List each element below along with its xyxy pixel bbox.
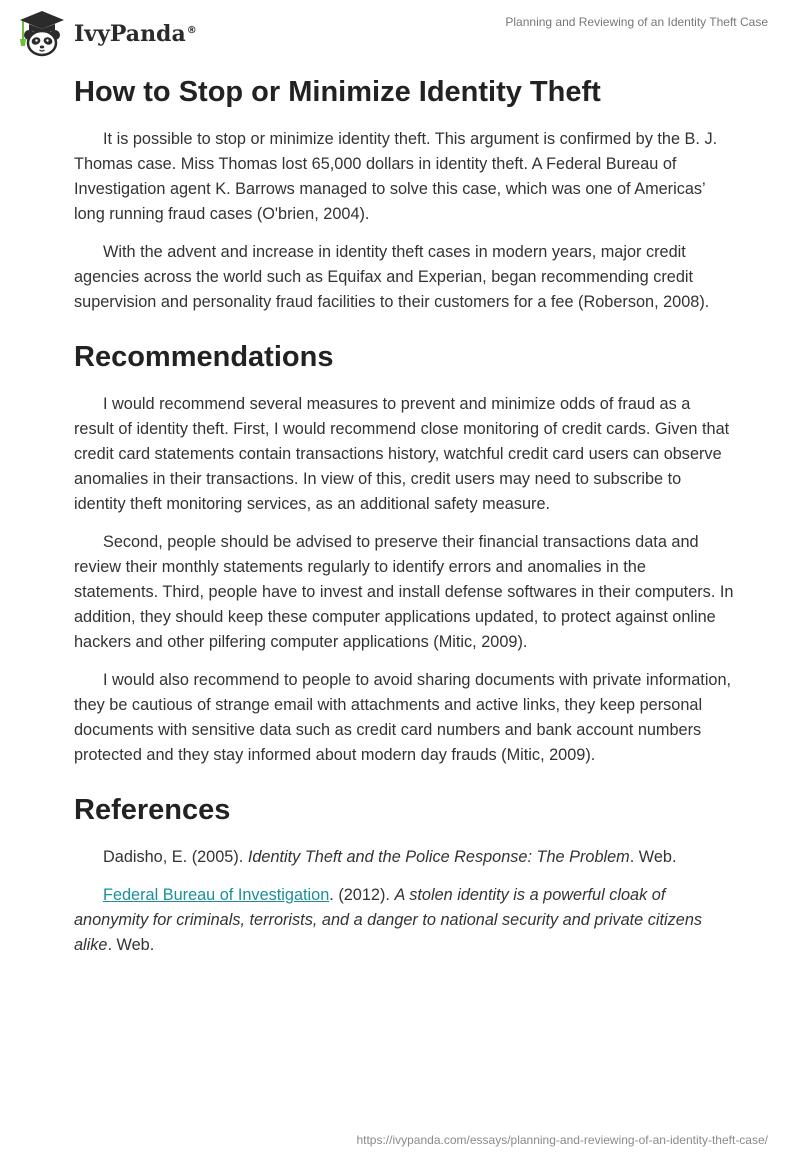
reference-author: Dadisho, E. (2005).	[103, 848, 248, 866]
paragraph: It is possible to stop or minimize identity theft. This argument is confirmed by the B. J. Thomas case. Miss Thomas lost 65,000 dollars in identity theft. A Federal Bureau of Investigation agent K. Barrows managed to solve this case, which was one of Americas’ long running fraud cases (O'brien, 2004).	[74, 130, 718, 223]
paragraph: Second, people should be advised to preserve their financial transactions data and review their monthly statements regularly to identify errors and anomalies in the statements. Third, people have to invest and install defense softwares in their computers. In addition, they should keep these computer applications updated, to protect against online hackers and other pilfering computer applications (Mitic, 2009).	[74, 533, 734, 651]
reference-entry	[74, 845, 734, 870]
paragraph: With the advent and increase in identity theft cases in modern years, major credit agencies across the world such as Equifax and Experian, began recommending credit supervision and personality fraud facilities to their customers for a fee (Roberson, 2008).	[74, 243, 710, 311]
essay-content	[74, 70, 734, 971]
ivypanda-logo[interactable]	[14, 8, 197, 58]
reference-suffix: . Web.	[629, 848, 677, 866]
section-heading: Recommendations	[74, 341, 334, 373]
references-heading: References	[74, 794, 231, 826]
section-heading: How to Stop or Minimize Identity Theft	[74, 76, 601, 108]
reference-link[interactable]: Federal Bureau of Investigation	[103, 886, 330, 904]
reference-suffix: . Web.	[107, 936, 155, 954]
footer-url: https://ivypanda.com/essays/planning-and-reviewing-of-an-identity-theft-case/	[356, 1133, 768, 1147]
running-title: Planning and Reviewing of an Identity Theft Case	[505, 15, 768, 29]
panda-graduate-icon	[14, 8, 70, 58]
reference-title: A stolen identity is a powerful cloak of anonymity for criminals, terrorists, and a danger to national security and private citizens alike	[74, 886, 703, 954]
paragraph: I would recommend several measures to prevent and minimize odds of fraud as a result of identity theft. First, I would recommend close monitoring of credit cards. Given that credit card statements contain transactions history, watchful credit card users can observe anomalies in their transactions. In view of this, credit users may need to subscribe to identity theft monitoring services, as an additional safety measure.	[74, 395, 730, 513]
page-header	[0, 0, 800, 64]
paragraph: I would also recommend to people to avoid sharing documents with private information, they be cautious of strange email with attachments and active links, they keep personal documents with sensitive data such as credit card numbers and bank account numbers protected and they stay informed about modern day frauds (Mitic, 2009).	[74, 671, 732, 764]
reference-year: . (2012).	[329, 886, 395, 904]
logo-text: IvyPanda®	[74, 21, 197, 47]
reference-entry	[74, 883, 734, 958]
reference-title: Identity Theft and the Police Response: The Problem	[247, 848, 630, 866]
registered-mark: ®	[186, 24, 197, 36]
